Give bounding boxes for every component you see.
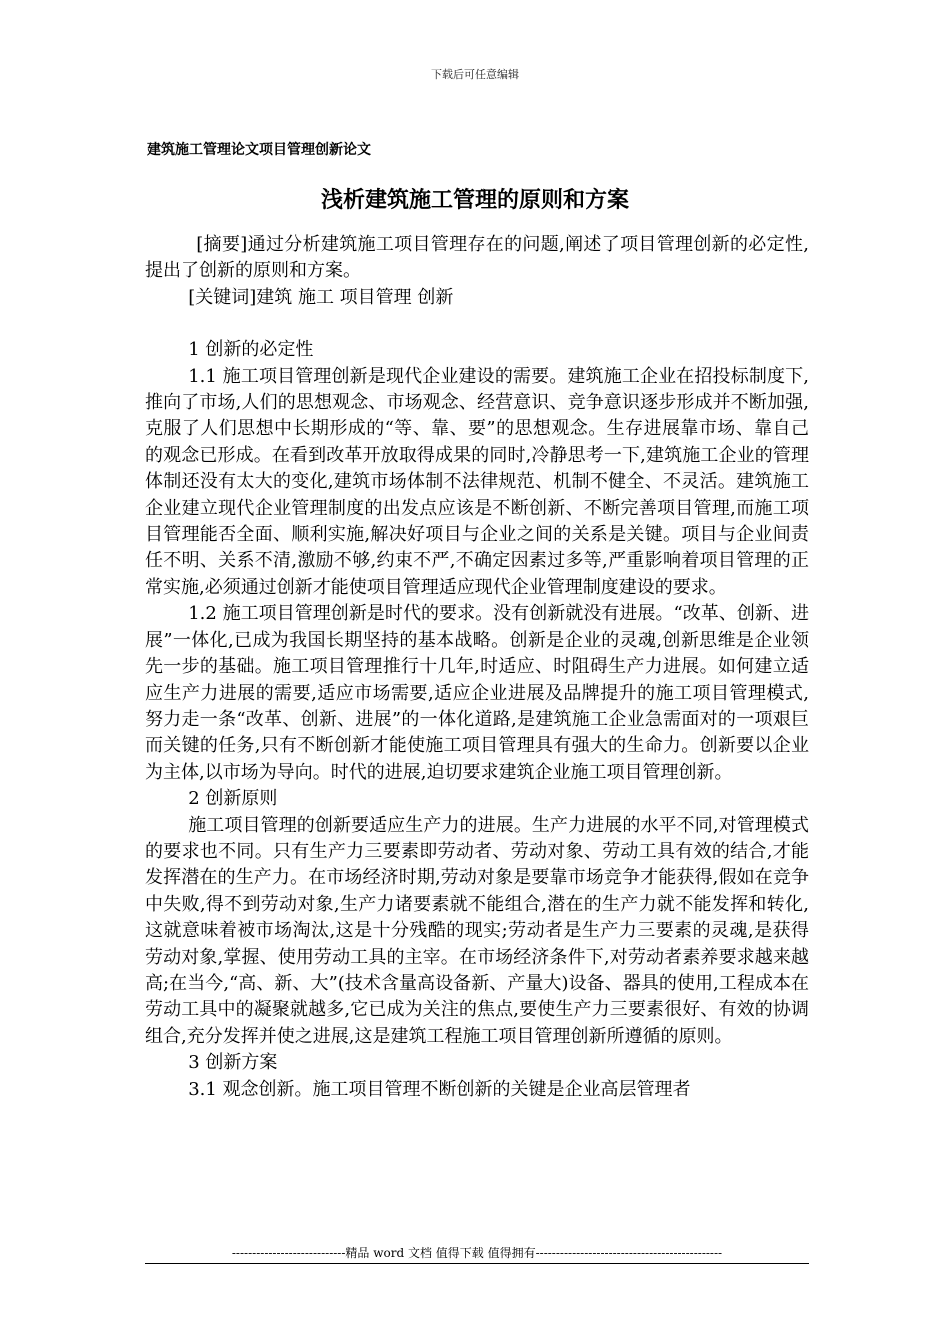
page-footer-text: ----------------------------精品 word 文档 值得下载 值得拥有---------------------------------------------- (231, 1246, 723, 1260)
body-paragraph: 1.1 施工项目管理创新是现代企业建设的需要。建筑施工企业在招投标制度下,推向了市场,人们的思想观念、市场观念、经营意识、竞争意识逐步形成并不断加强,克服了人们思想中长期形成的“等、靠、要”的思想观念。生存进展靠市场、靠自己的观念已形成。在看到改革开放取得成果的同时,冷静思考一下,建筑施工企业的管理体制还没有太大的变化,建筑市场体制不法律规范、机制不健全、不灵活。建筑施工企业建立现代企业管理制度的出发点应该是不断创新、不断完善项目管理,而施工项目管理能否全面、顺利实施,解决好项目与企业之间的关系是关键。项目与企业间责任不明、关系不清,激励不够,约束不严,不确定因素过多等,严重影响着项目管理的正常实施,必须通过创新才能使项目管理适应现代企业管理制度建设的要求。 (145, 365, 809, 598)
document-body (145, 232, 809, 1103)
page-header-note: 下载后可任意编辑 (431, 68, 519, 81)
body-paragraph: 1.2 施工项目管理创新是时代的要求。没有创新就没有进展。“改革、创新、进展”一体化,已成为我国长期坚持的基本战略。创新是企业的灵魂,创新思维是企业领先一步的基础。施工项目管理推行十几年,时适应、时阻碍生产力进展。如何建立适应生产力进展的需要,适应市场需要,适应企业进展及品牌提升的施工项目管理模式,努力走一条“改革、创新、进展”的一体化道路,是建筑施工企业急需面对的一项艰巨而关键的任务,只有不断创新才能使施工项目管理具有强大的生命力。创新要以企业为主体,以市场为导向。时代的进展,迫切要求建筑企业施工项目管理创新。 (145, 603, 809, 783)
section-heading-1: 1 创新的必定性 (188, 339, 314, 361)
body-paragraph: 施工项目管理的创新要适应生产力的进展。生产力进展的水平不同,对管理模式的要求也不同。只有生产力三要素即劳动者、劳动对象、劳动工具有效的结合,才能发挥潜在的生产力。在市场经济时期,劳动对象是要靠市场竞争才能获得,假如在竞争中失败,得不到劳动对象,生产力诸要素就不能组合,潜在的生产力就不能发挥和转化,这就意味着被市场淘汰,这是十分残酷的现实;劳动者是生产力三要素的灵魂,是获得劳动对象,掌握、使用劳动工具的主宰。在市场经济条件下,对劳动者素养要求越来越高;在当今,“高、新、大”(技术含量高设备新、产量大)设备、器具的使用,工程成本在劳动工具中的凝聚就越多,它已成为关注的焦点,要使生产力三要素很好、有效的协调组合,充分发挥并使之进展,这是建筑工程施工项目管理创新所遵循的原则。 (145, 814, 809, 1047)
footer-rule (145, 1263, 809, 1264)
document-category: 建筑施工管理论文项目管理创新论文 (147, 142, 371, 158)
keywords-paragraph: [关键词]建筑 施工 项目管理 创新 (188, 286, 454, 308)
abstract-paragraph: [摘要]通过分析建筑施工项目管理存在的问题,阐述了项目管理创新的必定性,提出了创新的原则和方案。 (145, 234, 809, 282)
document-title: 浅析建筑施工管理的原则和方案 (320, 187, 629, 213)
section-heading-2: 2 创新原则 (188, 788, 278, 810)
body-paragraph: 3.1 观念创新。施工项目管理不断创新的关键是企业高层管理者 (188, 1078, 691, 1100)
section-heading-3: 3 创新方案 (188, 1052, 278, 1074)
